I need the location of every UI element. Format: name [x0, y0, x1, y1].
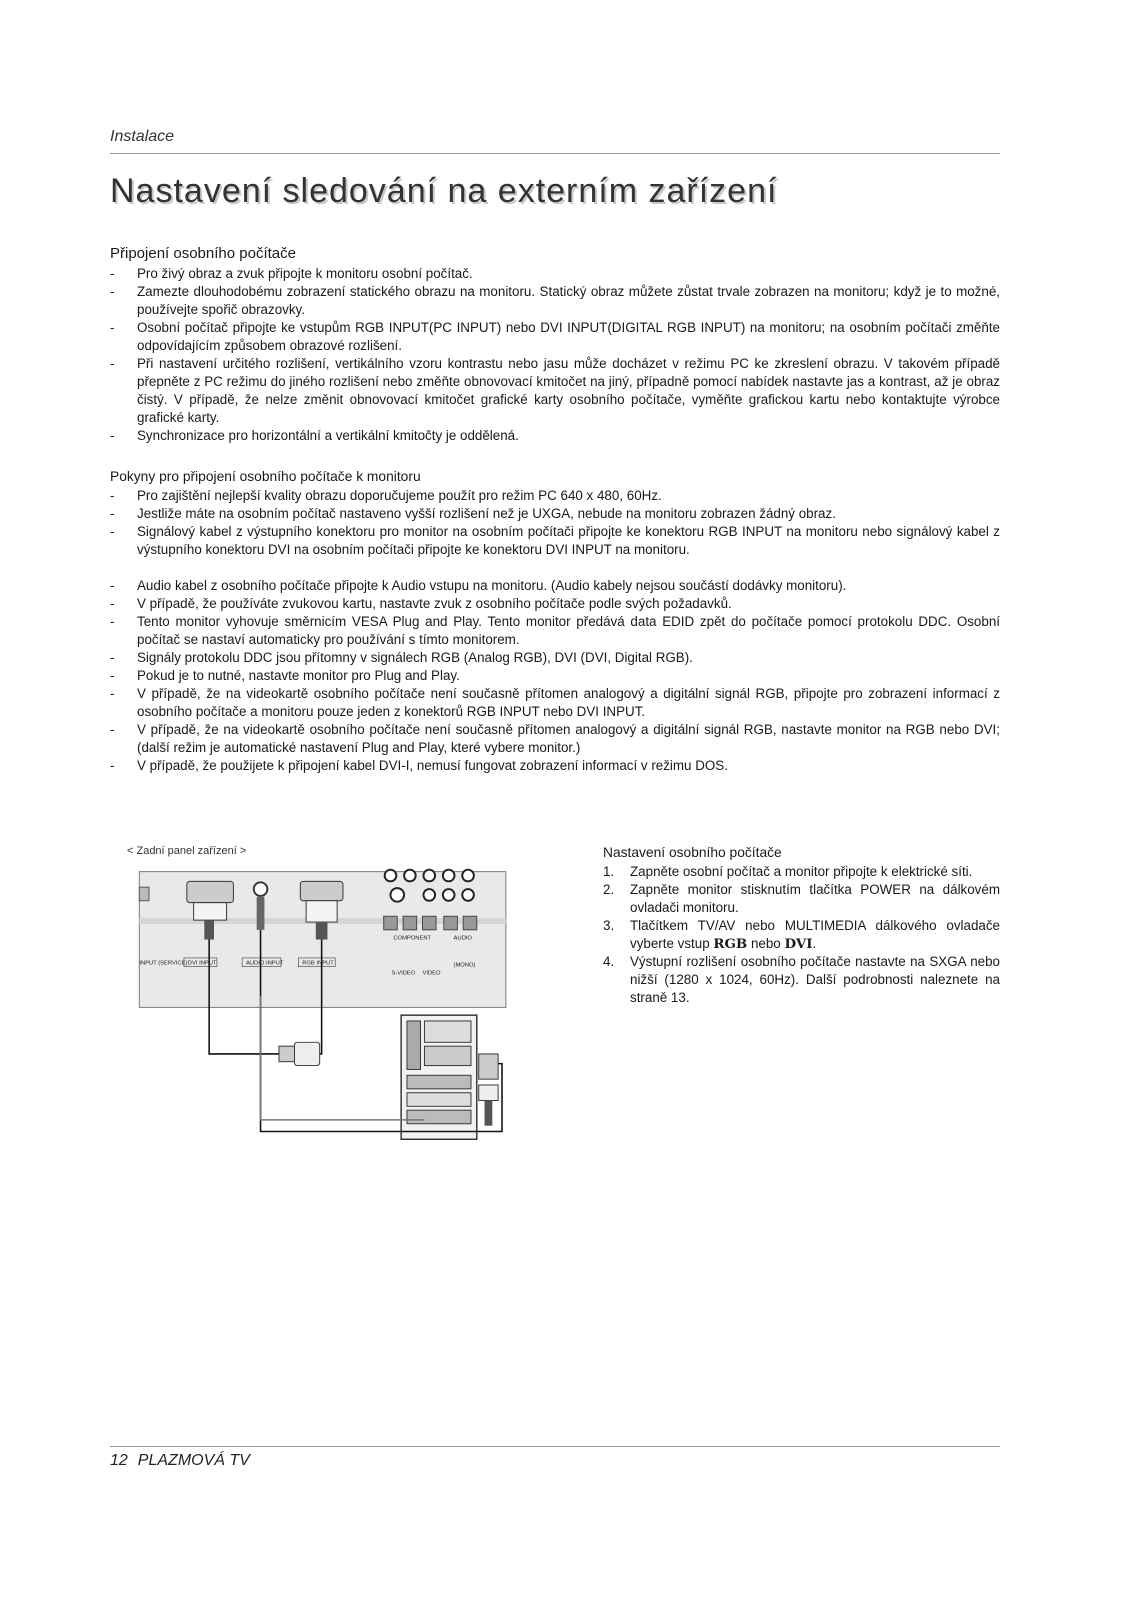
step-text: Zapněte monitor stisknutím tlačítka — [630, 882, 861, 897]
page-title: Nastavení sledování na externím zařízení — [110, 172, 778, 210]
step-number: 3. — [603, 918, 615, 933]
key-label-power: POWER — [860, 882, 911, 897]
step-text: Zapněte osobní počítač a monitor připojte k elektrické síti. — [630, 864, 973, 879]
step-text: Výstupní rozlišení osobního počítače nastavte na SXGA nebo nižší (1280 x 1024, 60Hz). Další podrobnosti naleznete na straně 13. — [630, 954, 1000, 1005]
key-label-rgb: RGB — [713, 936, 748, 952]
port-label-mono: (MONO) — [453, 962, 476, 969]
key-label-tvav: TV/AV — [697, 918, 736, 933]
pc-connection-section — [110, 245, 1000, 445]
pc-setup-steps — [603, 863, 1000, 1007]
page-footer — [110, 1452, 260, 1470]
port-label-video: VIDEO — [422, 970, 441, 977]
step-text: . — [812, 936, 817, 951]
step-text: dálkového ovladače vyberte vstup — [630, 918, 1001, 951]
product-name: PLAZMOVÁ TV — [137, 1452, 250, 1469]
list-item: - Pokud je to nutné, nastavte monitor pro Plug and Play. — [110, 667, 1000, 685]
list-item: - Pro živý obraz a zvuk připojte k monitoru osobní počítač. — [110, 265, 1000, 283]
header-divider — [110, 153, 1000, 154]
port-label-component: COMPONENT — [393, 935, 432, 942]
list-item: - V případě, že na videokartě osobního počítače není současně přítomen analogový a digitální signál RGB, nastavte monitor na RGB nebo DVI; (další režim je automatické nastavení Plug and Play, které vybere monitor.) — [110, 721, 1000, 757]
step-text: na dálkovém ovladači monitoru. — [630, 882, 1000, 915]
list-item — [603, 863, 1000, 881]
step-number: 2. — [603, 882, 615, 897]
port-label-dvi: DVI INPUT — [187, 960, 217, 967]
dvi-connector-icon — [187, 881, 234, 902]
list-item: - V případě, že použijete k připojení kabel DVI-I, nemusí fungovat zobrazení informací v režimu DOS. — [110, 757, 1000, 775]
pc-connection-list — [110, 265, 1000, 445]
step-text: Tlačítkem — [630, 918, 698, 933]
pc-instructions-section — [110, 468, 1000, 775]
step-text: nebo — [735, 918, 785, 933]
step-text: nebo — [747, 936, 785, 951]
port-label-service: INPUT (SERVICE) — [139, 960, 188, 967]
list-item: - Zamezte dlouhodobému zobrazení statického obrazu na monitoru. Statický obraz můžete zůstat trvale zobrazen na monitoru; když je to možné, používejte spořič obrazovky. — [110, 283, 1000, 319]
list-item: - Signálový kabel z výstupního konektoru pro monitor na osobním počítači připojte ke konektoru RGB INPUT na monitoru nebo signálový kabel z výstupního konektoru DVI na osobním počítači připojte ke konektoru DVI INPUT na monitoru. — [110, 523, 1000, 559]
list-item: - Signály protokolu DDC jsou přítomny v signálech RGB (Analog RGB), DVI (DVI, Digital RGB). — [110, 649, 1000, 667]
pc-setup-section — [603, 844, 1000, 1007]
audio-jack-icon — [254, 882, 268, 896]
list-item: - Audio kabel z osobního počítače připojte k Audio vstupu na monitoru. (Audio kabely nejsou součástí dodávky monitoru). — [110, 577, 1000, 595]
section-header: Instalace — [110, 128, 175, 145]
port-label-audio2: AUDIO — [453, 935, 472, 942]
list-item: - Při nastavení určitého rozlišení, vertikálního vzoru kontrastu nebo jasu může docházet v režimu PC ke zkreslení obrazu. V takovém případě přepněte z PC režimu do jiného rozlišení nebo změňte obnovovací kmitočet na jiný, případně pomocí nabídek nastavte jas a kontrast, až je obraz čistý. V případě, že nelze změnit obnovovací kmitočet grafické karty osobního počítače, vyměňte grafickou kartu nebo kontaktujte výrobce grafické karty. — [110, 355, 1000, 427]
list-item — [603, 953, 1000, 1007]
list-item: - Osobní počítač připojte ke vstupům RGB INPUT(PC INPUT) nebo DVI INPUT(DIGITAL RGB INPUT) na monitoru; na osobním počítači změňte odpovídajícím způsobem obrazové rozlišení. — [110, 319, 1000, 355]
footer-divider — [110, 1446, 1000, 1447]
step-number: 1. — [603, 864, 615, 879]
list-item: - V případě, že používáte zvukovou kartu, nastavte zvuk z osobního počítače podle svých požadavků. — [110, 595, 1000, 613]
list-item: - Pro zajištění nejlepší kvality obrazu doporučujeme použít pro režim PC 640 x 480, 60Hz. — [110, 487, 1000, 505]
list-item — [603, 917, 1000, 953]
pc-instructions-list-a — [110, 487, 1000, 559]
rgb-connector-icon — [300, 881, 343, 900]
key-label-multimedia: MULTIMEDIA — [784, 918, 866, 933]
key-label-dvi: DVI — [784, 936, 813, 952]
list-item: - V případě, že na videokartě osobního počítače není současně přítomen analogový a digitální signál RGB, připojte pro zobrazení informací z osobního počítače a monitoru pouze jeden z konektorů RGB INPUT nebo DVI INPUT. — [110, 685, 1000, 721]
port-label-svideo: S-VIDEO — [391, 970, 416, 977]
step-number: 4. — [603, 954, 615, 969]
list-item — [603, 881, 1000, 917]
diagram-caption: < Zadní panel zařízení > — [127, 845, 247, 857]
port-label-rgb: RGB INPUT — [302, 960, 334, 967]
list-item: - Tento monitor vyhovuje směrnicím VESA Plug and Play. Tento monitor předává data EDID zpět do počítače pomocí protokolu DDC. Osobní počítač se nastaví automaticky pro používání s tímto monitorem. — [110, 613, 1000, 649]
pc-instructions-heading: Pokyny pro připojení osobního počítače k monitoru — [110, 469, 421, 484]
pc-setup-heading: Nastavení osobního počítače — [603, 845, 782, 860]
list-item: - Jestliže máte na osobním počítač nastaveno vyšší rozlišení než je UXGA, nebude na monitoru zobrazen žádný obraz. — [110, 505, 1000, 523]
port-label-audio: AUDIO INPUT — [246, 960, 284, 967]
connection-diagram — [127, 860, 557, 1180]
list-item: - Synchronizace pro horizontální a vertikální kmitočty je oddělená. — [110, 427, 1000, 445]
page-number: 12 — [110, 1452, 128, 1469]
pc-connection-heading: Připojení osobního počítače — [110, 245, 296, 262]
pc-instructions-list-b — [110, 577, 1000, 775]
